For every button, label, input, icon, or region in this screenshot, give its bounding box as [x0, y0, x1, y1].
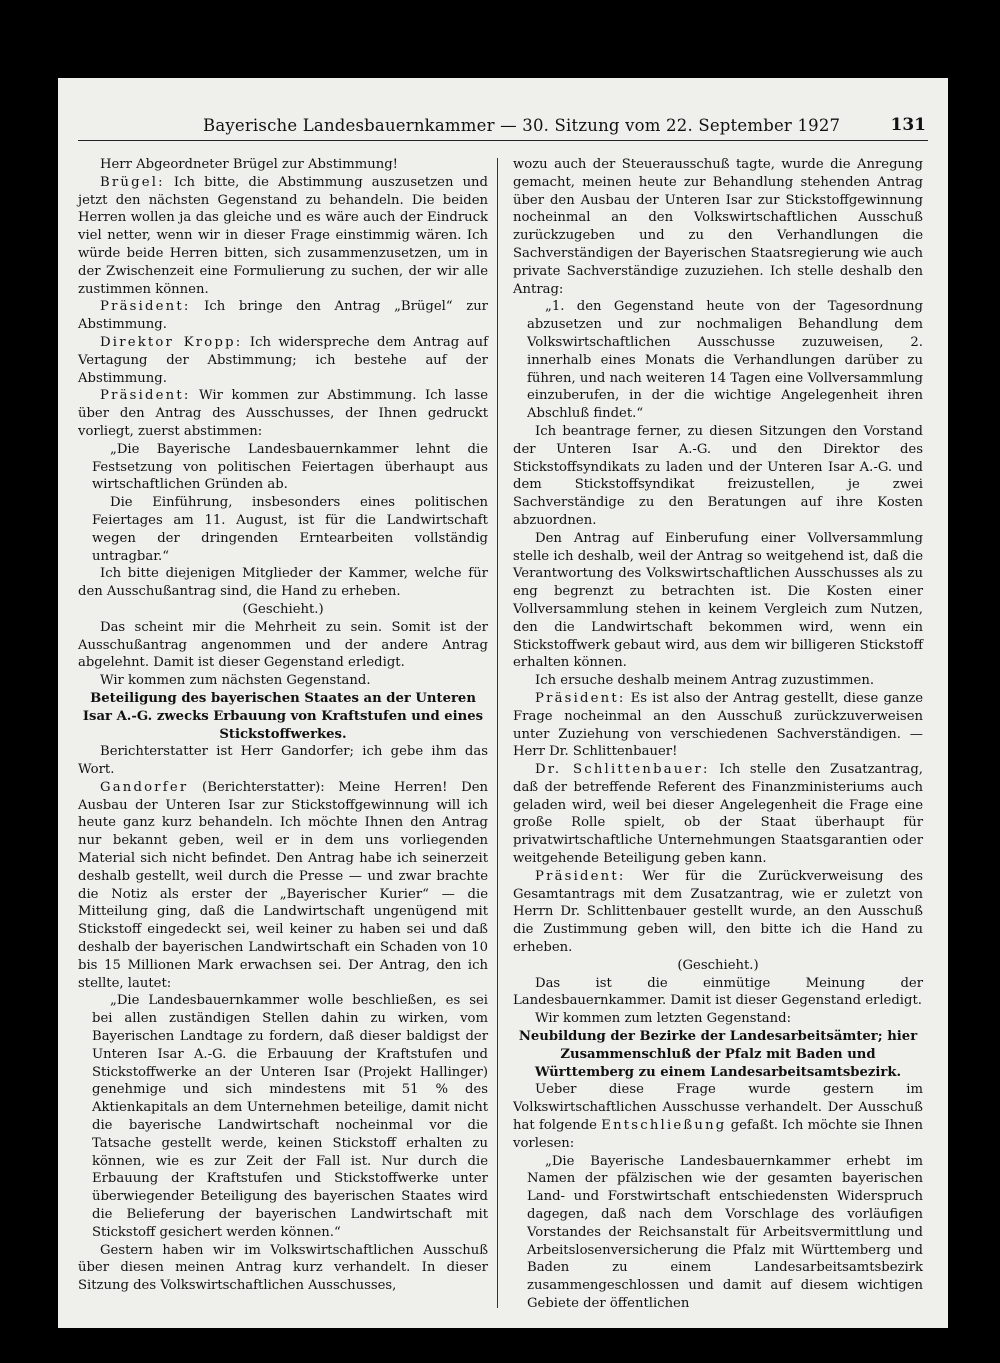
- speaker-name: Brügel:: [100, 174, 165, 190]
- speech-text: Es ist also der Antrag gestellt, diese ganze Frage nocheinmal an den Ausschuß zurückzuverweisen unter Zuziehung von verschiedenen Sachverständigen. — Herr Dr. Schlittenbauer!: [513, 690, 923, 760]
- paragraph: Ich beantrage ferner, zu diesen Sitzungen den Vorstand der Unteren Isar A.-G. und den Direktor des Stickstoffsyndikats zu laden und der Unteren Isar A.-G. und dem Stickstoffsyndikat freizustellen, je zwei Sachverständige zu den Beratungen auf ihre Kosten abzuordnen.: [513, 423, 923, 528]
- speaker-name: Präsident:: [100, 299, 191, 315]
- speech-paragraph: [78, 779, 488, 993]
- speaker-name: Präsident:: [535, 868, 626, 884]
- paragraph: [513, 1081, 923, 1152]
- quoted-resolution: „Die Bayerische Landesbauernkammer erhebt im Namen der pfälzischen wie der gesamten bayerischen Land- und Forstwirtschaft entschiedensten Widerspruch dagegen, daß nach dem Vorschlage des vorläufigen Vorstandes der Reichsanstalt für Arbeitsvermittlung und Arbeitslosenversicherung die Pfalz mit Württemberg und Baden zu einem Landesarbeitsamtsbezirk zusammengeschlossen und damit auf diesem wichtigen Gebiete der öffentlichen: [527, 1153, 923, 1311]
- quoted-motion: „1. den Gegenstand heute von der Tagesordnung abzusetzen und zur nochmaligen Behandlung dem Volkswirtschaftlichen Ausschusse zuzuweisen, 2. innerhalb eines Monats die Verhandlungen darüber zu führen, und nach weiteren 14 Tagen eine Vollversammlung einzuberufen, in der die wichtige Angelegenheit ihren Abschluß findet.“: [527, 299, 923, 422]
- paragraph: Wir kommen zum letzten Gegenstand:: [535, 1011, 792, 1027]
- spaced-term: Entschließung: [601, 1118, 727, 1134]
- running-title: Bayerische Landesbauernkammer — 30. Sitzung vom 22. September 1927: [203, 116, 841, 135]
- paragraph: Ich ersuche deshalb meinem Antrag zuzustimmen.: [535, 673, 875, 689]
- speaker-name: Dr. Schlittenbauer:: [535, 762, 710, 778]
- paragraph: Ich bitte diejenigen Mitglieder der Kammer, welche für den Ausschußantrag sind, die Hand zu erheben.: [78, 566, 488, 600]
- paragraph: Berichterstatter ist Herr Gandorfer; ich gebe ihm das Wort.: [78, 744, 488, 778]
- paragraph: wozu auch der Steuerausschuß tagte, wurde die Anregung gemacht, meinen heute zur Behandlung stehenden Antrag über den Ausbau der Unteren Isar zur Stickstoffgewinnung nocheinmal an den Volkswirtschaftlichen Ausschuß zurückzugeben und zu den Verhandlungen die Sachverständigen der Bayerischen Staatsregierung wie auch private Sachverständige zuzuziehen. Ich stelle deshalb den Antrag:: [513, 157, 923, 297]
- speech-text: Wir kommen zur Abstimmung. Ich lasse über den Antrag des Ausschusses, der Ihnen gedruckt vorliegt, zuerst abstimmen:: [78, 388, 488, 439]
- speech-text: Ich stelle den Zusatzantrag, daß der betreffende Referent des Finanzministeriums auch geladen wird, weil bei dieser Angelegenheit die Frage eine große Rolle spielt, ob der Staat überhaupt für privatwirtschaftliche Unternehmungen Staatsgarantien oder weitgehende Beteiligung geben kann.: [513, 762, 923, 867]
- agenda-heading: Neubildung der Bezirke der Landesarbeitsämter; hier Zusammenschluß der Pfalz mit Baden und Württemberg zu einem Landesarbeitsamtsbezirk.: [518, 1029, 918, 1080]
- speaker-name: Gandorfer: [100, 779, 189, 795]
- text-run: Ueber diese Frage wurde gestern im Volkswirtschaftlichen Ausschusse verhandelt. Der Ausschuß hat folgende: [513, 1082, 923, 1134]
- right-column: [513, 156, 923, 1313]
- left-column: [78, 156, 488, 1295]
- page-number: 131: [890, 115, 926, 135]
- paragraph: Den Antrag auf Einberufung einer Vollversammlung stelle ich deshalb, weil der Antrag so weitgehend ist, daß die Verantwortung des Volkswirtschaftlichen Ausschusses als zu eng begrenzt zu betrachten ist. Die Kosten einer Vollversammlung stehen in keinem Vergleich zum Nutzen, den die Landwirtschaft bekommen wird, wenn ein Stickstoffwerk gebaut wird, aus dem wir billigeren Stickstoff erhalten können.: [513, 530, 923, 671]
- speech-paragraph: [78, 174, 488, 299]
- speech-text: Ich bringe den Antrag „Brügel“ zur Abstimmung.: [78, 299, 488, 333]
- speech-paragraph: [78, 298, 488, 334]
- paragraph: Wir kommen zum nächsten Gegenstand.: [100, 673, 371, 689]
- quoted-motion: Die Einführung, insbesonders eines politischen Feiertages am 11. August, ist für die Landwirtschaft wegen der dringenden Erntearbeiten vollständig untragbar.“: [92, 495, 488, 564]
- column-divider: [497, 158, 498, 1308]
- speech-text: (Berichterstatter): Meine Herren! Den Ausbau der Unteren Isar zur Stickstoffgewinnung will ich heute ganz kurz behandeln. Ich möchte Ihnen den Antrag nur bekannt geben, weil er in dem uns vorliegenden Material sich nicht befindet. Den Antrag habe ich seinerzeit deshalb gestellt, weil durch die Presse — und zwar brachte die Notiz als erster der „Bayerischer Kurier“ — die Mitteilung ging, daß die Landwirtschaft ungenügend mit Stickstoff eingedeckt sei, weil keiner zu haben sei und daß deshalb der bayerischen Landwirtschaft ein Schaden von 10 bis 15 Millionen Mark erwachsen sei. Der Antrag, den ich stellte, lautet:: [78, 779, 488, 991]
- paragraph: Gestern haben wir im Volkswirtschaftlichen Ausschuß über diesen meinen Antrag kurz verhandelt. In dieser Sitzung des Volkswirtschaftlichen Ausschusses,: [78, 1242, 488, 1294]
- paragraph: Das ist die einmütige Meinung der Landesbauernkammer. Damit ist dieser Gegenstand erledigt.: [513, 975, 923, 1009]
- paragraph: Das scheint mir die Mehrheit zu sein. Somit ist der Ausschußantrag angenommen und der andere Antrag abgelehnt. Damit ist dieser Gegenstand erledigt.: [78, 619, 488, 671]
- speech-paragraph: [78, 387, 488, 440]
- stage-note: (Geschieht.): [677, 957, 759, 973]
- speech-text: Wer für die Zurückverweisung des Gesamtantrags mit dem Zusatzantrag, wie er zuletzt von Herrn Dr. Schlittenbauer gestellt wurde, an den Ausschuß die Zustimmung geben will, den bitte ich die Hand zu erheben.: [513, 868, 923, 956]
- stage-note: (Geschieht.): [242, 601, 324, 617]
- quoted-motion: „Die Bayerische Landesbauernkammer lehnt die Festsetzung von politischen Feiertagen überhaupt aus wirtschaftlichen Gründen ab.: [92, 441, 488, 493]
- quoted-motion: „Die Landesbauernkammer wolle beschließen, es sei bei allen zuständigen Stellen dahin zu wirken, vom Bayerischen Landtage zu fordern, daß dieser baldigst der Unteren Isar A.-G. die Erbauung der Kraftstufen und Stickstoffwerke an der Unteren Isar (Projekt Hallinger) genehmige und sich mindestens mit 51 % des Aktienkapitals an dem Unternehmen beteilige, damit nicht die bayerische Landwirtschaft nocheinmal vor die Tatsache gestellt werde, keinen Stickstoff erhalten zu können, wie es zur Zeit der Fall ist. Nur durch die Erbauung der Kraftstufen und Stickstoffwerke unter überwiegender Beteiligung des bayerischen Staates wird die Belieferung der bayerischen Landwirtschaft mit Stickstoff gesichert werden können.“: [92, 993, 488, 1240]
- running-header: [78, 112, 928, 141]
- document-page: [58, 78, 948, 1328]
- speaker-name: Präsident:: [535, 690, 626, 706]
- speaker-name: Präsident:: [100, 388, 191, 404]
- speech-text: Ich widerspreche dem Antrag auf Vertagung der Abstimmung; ich bestehe auf der Abstimmung.: [78, 334, 488, 386]
- speaker-name: Direktor Kropp:: [100, 334, 243, 350]
- paragraph: Herr Abgeordneter Brügel zur Abstimmung!: [100, 157, 398, 172]
- agenda-heading: Beteiligung des bayerischen Staates an der Unteren Isar A.-G. zwecks Erbauung von Kraftstufen und eines Stickstoffwerkes.: [82, 690, 484, 742]
- speech-paragraph: [513, 868, 923, 957]
- speech-text: Ich bitte, die Abstimmung auszusetzen und jetzt den nächsten Gegenstand zu behandeln. Die beiden Herren wollen ja das gleiche und es wäre auch der Eindruck viel netter, wenn wir in dieser Frage einstimmig wären. Ich würde beide Herren bitten, sich zusammenzusetzen, um in der Zwischenzeit eine Formulierung zu suchen, der wir alle zustimmen können.: [78, 174, 488, 297]
- speech-paragraph: [513, 761, 923, 868]
- text-run: gefaßt. Ich möchte sie Ihnen vorlesen:: [513, 1118, 923, 1151]
- speech-paragraph: [513, 690, 923, 761]
- speech-paragraph: [78, 334, 488, 387]
